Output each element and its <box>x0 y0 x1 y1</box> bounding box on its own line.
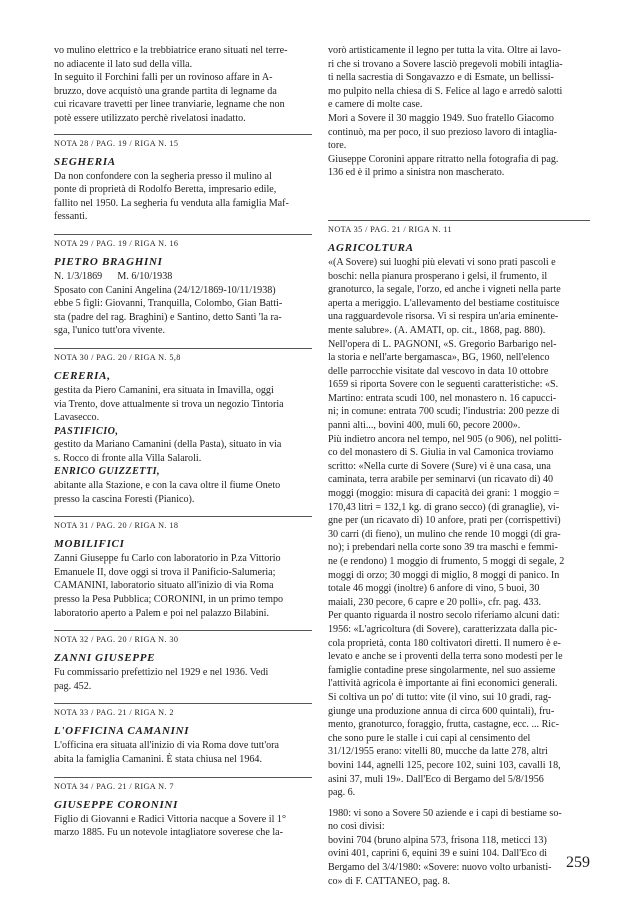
text-line: pag. 6. <box>328 787 356 799</box>
text-line: no adiacente il lato sud della villa. <box>54 58 193 70</box>
text-line: 136 ed è il primo a sinistra non mascherato. <box>328 167 505 179</box>
text-line: la storia e nell'arte bergamasca», BG, 1960, nell'elenco <box>328 352 550 364</box>
note-reference: NOTA 33 / PAG. 21 / RIGA N. 2 <box>54 708 174 718</box>
text-line: bovini 144, agnelli 125, pecore 102, suini 103, cavalli 18, <box>328 759 561 771</box>
note-30 <box>54 348 312 506</box>
text-line: ne (e rendono) 1 moggio di frumento, 5 moggi di segale, 2 <box>328 556 565 567</box>
text-line: Figlio di Giovanni e Radici Vittoria nacque a Sovere il 1° <box>54 813 286 825</box>
text-line: Più indietro ancora nel tempo, nel 905 (o 906), nel politti- <box>328 433 562 445</box>
note-continuation <box>54 44 312 126</box>
text-line: 170,43 litri = 132,1 kg. di grano secco) (di granaglie), vi- <box>328 501 560 513</box>
text-line: Martino: entrata scudi 100, nel monastero n. 16 capucci- <box>328 392 557 404</box>
note-subtitle: ENRICO GUIZZETTI, <box>54 466 161 478</box>
text-line: presso la cascina Foresti (Pianico). <box>54 493 195 505</box>
text-line: Giuseppe Coronini appare ritratto nella fotografia di pag. <box>328 153 559 165</box>
text-line: fessanti. <box>54 211 88 223</box>
note-33 <box>54 703 312 766</box>
text-line: scritto: «Nella curte di Sovere (Sure) vi è una casa, una <box>328 460 551 472</box>
note-reference: NOTA 28 / PAG. 19 / RIGA N. 15 <box>54 138 179 148</box>
page-number: 259 <box>566 854 590 871</box>
note-31 <box>54 516 312 620</box>
text-line: co» di F. CATTANEO, pag. 8. <box>328 875 451 887</box>
divider <box>328 220 590 221</box>
text-line: gestito da Mariano Camanini (della Pasta), situato in via <box>54 439 282 451</box>
text-line: cui ricavare travetti per linee tranviarie, legname che non <box>54 99 285 111</box>
right-column <box>328 44 590 898</box>
divider <box>54 630 312 631</box>
text-line: mento, granoturco, foraggio, frutta, castagne, ecc. ... Ric- <box>328 719 559 731</box>
text-line: boschi: nella pianura prosperano i gelsi, il frumento, il <box>328 270 548 282</box>
note-body <box>328 256 590 888</box>
text-line: aperta a meriggio. L'allevamento del bestiame costituisce <box>328 297 560 309</box>
note-title: GIUSEPPE CORONINI <box>54 798 179 811</box>
text-line: tore. <box>328 140 347 152</box>
note-title: SEGHERIA <box>54 155 116 168</box>
text-line: mo pulpito nella chiesa di S. Felice al lago e arredò salotti <box>328 85 563 97</box>
text-line: Nell'opera di L. PAGNONI, «S. Gregorio Barbarigo nel- <box>328 338 557 350</box>
text-line: sga, l'unico tutt'ora vivente. <box>54 325 165 337</box>
text-line: ponte di proprietà di Rodolfo Beretta, impresario edile, <box>54 184 277 196</box>
text-line: levato e anche se i proventi della terra sono modesti per le <box>328 651 563 663</box>
note-reference: NOTA 31 / PAG. 20 / RIGA N. 18 <box>54 521 179 531</box>
text-line: panni alti..., bovini 400, muli 60, pecore 2000». <box>328 420 521 432</box>
text-line: famiglie contadine prese singolarmente, nel suo assieme <box>328 664 556 676</box>
text-line: no così divisi: <box>328 821 385 833</box>
text-line: via Trento, dove attualmente si trova un negozio Tintoria <box>54 398 284 410</box>
divider <box>54 134 312 135</box>
text-line: delle parrocchie visitate dal vescovo in data 10 ottobre <box>328 365 549 377</box>
text-line: che sono pure le stalle i cui capi al censimento del <box>328 732 531 744</box>
text-line: maiali, 230 pecore, 6 capre e 20 polli», cfr. pag. 433. <box>328 596 542 608</box>
divider <box>54 234 312 235</box>
text-line: N. 1/3/1869 M. 6/10/1938 <box>54 270 173 282</box>
divider <box>54 348 312 349</box>
text-line: presso la Pesa Pubblica; CORONINI, in un primo tempo <box>54 594 284 606</box>
text-line: pag. 452. <box>54 680 92 692</box>
text-line: marzo 1885. Fu un notevole intagliatore soverese che la- <box>54 827 283 839</box>
text-line: gestita da Piero Camanini, era situata in Imavilla, oggi <box>54 384 274 396</box>
note-reference: NOTA 30 / PAG. 20 / RIGA N. 5,8 <box>54 352 181 362</box>
text-line: Si coltiva un po' di tutto: vite (il vino, sui 10 gradi, rag- <box>328 691 552 703</box>
text-line: fallito nel 1950. La segheria fu venduta alla famiglia Maf- <box>54 197 289 209</box>
text-line: bovini 704 (bruno alpina 573, frisona 118, meticci 13) <box>328 834 547 846</box>
text-line: Fu commissario prefettizio nel 1929 e nel 1936. Vedi <box>54 667 269 679</box>
text-line: una ragguardevole risorsa. Vi si respira un'aria eminente- <box>328 311 559 323</box>
text-line: totale 46 moggi (inoltre) 6 anfore di vino, 5 buoi, 30 <box>328 583 540 595</box>
text-line: granoturco, la segale, l'orzo, ed anche i vigneti nella parte <box>328 284 561 296</box>
text-line: abitante alla Stazione, e con la cava oltre il fiume Oneto <box>54 480 281 492</box>
text-line: ri che si trovano a Sovere lasciò pregevoli mobili intaglia- <box>328 58 563 70</box>
text-line: s. Rocco di fronte alla Villa Salaroli. <box>54 452 202 464</box>
text-line: Bergamo del 3/4/1980: «Sovere: nuovo volto urbanisti- <box>328 862 552 874</box>
text-line: e camere di molte case. <box>328 99 423 111</box>
text-line: 1956: «L'agricoltura (di Sovere), caratterizzata dalla pic- <box>328 623 558 635</box>
text-line: sta (padre del rag. Braghini) e Santino, detto Santì 'la ra- <box>54 311 282 323</box>
text-line: «(A Sovere) sui luoghi più elevati vi sono prati pascoli e <box>328 256 556 268</box>
text-line: Sposato con Canini Angelina (24/12/1869-10/11/1938) <box>54 284 276 296</box>
text-line: mente salubre». (A. AMATI, op. cit., 1868, pag. 880). <box>328 324 546 336</box>
note-title: MOBILIFICI <box>54 538 125 551</box>
text-line: bruzzo, dove acquistò una grande partita di legname da <box>54 85 277 97</box>
text-line: potè essere utilizzato perchè rivelatosi inadatto. <box>54 112 246 124</box>
note-title: ZANNI GIUSEPPE <box>54 652 156 665</box>
text-line: ni; in comune: entrata 700 scudi; l'industria: 200 pezze di <box>328 406 560 418</box>
note-28 <box>54 134 312 224</box>
text-line: l'attività agricola è importante ai fini economici generali. <box>328 678 558 690</box>
text-line: 30 carri (di fieno), un mulino che rende 10 moggi (di gra- <box>328 528 561 540</box>
text-line: cola proprietà, conta 180 coltivatori diretti. Il numero è e- <box>328 637 561 649</box>
note-34 <box>54 777 312 840</box>
text-line: vo mulino elettrico e la trebbiatrice erano situati nel terre- <box>54 45 288 56</box>
text-line: Zanni Giuseppe fu Carlo con laboratorio in P.za Vittorio <box>54 553 281 565</box>
text-line: Per quanto riguarda il nostro secolo riferiamo alcuni dati: <box>328 610 560 622</box>
note-reference: NOTA 29 / PAG. 19 / RIGA N. 16 <box>54 238 179 248</box>
text-line: moggi di orzo; 30 moggi di miglio, 8 moggi di panico. In <box>328 569 560 581</box>
divider <box>54 703 312 704</box>
text-line: asini 37, muli 19». Dall'Eco di Bergamo del 5/8/1956 <box>328 773 544 785</box>
note-continuation <box>328 44 590 180</box>
note-subtitle: PASTIFICIO, <box>54 425 119 437</box>
text-line: Morì a Sovere il 30 maggio 1949. Suo fratello Giacomo <box>328 112 554 124</box>
text-line: continuò, ma per poco, il suo prezioso lavoro di intaglia- <box>328 126 558 138</box>
note-title: L'OFFICINA CAMANINI <box>54 725 190 738</box>
text-line: 1659 si riporta Sovere con le seguenti caratteristiche: «S. <box>328 379 559 391</box>
text-line: moggi (moggio: misura di capacità dei grani: 1 moggio = <box>328 488 560 500</box>
note-32 <box>54 630 312 693</box>
text-line: ebbe 5 figli: Giovanni, Tranquilla, Colombo, Gian Batti- <box>54 298 283 310</box>
text-line: CAMANINI, laboratorio situato all'inizio di via Roma <box>54 580 274 592</box>
text-line: gne per (un ricavato di) 10 anfore, prati per (corrispettivi) <box>328 515 561 527</box>
text-line: Da non confondere con la segheria presso il mulino al <box>54 170 272 182</box>
text-line: giunge una produzione annua di circa 600 quintali), fru- <box>328 705 555 717</box>
text-line: no); i prebendari nella corte sono 39 tra maschi e femmi- <box>328 542 558 554</box>
note-reference: NOTA 34 / PAG. 21 / RIGA N. 7 <box>54 781 174 791</box>
divider <box>54 516 312 517</box>
text-line: 31/12/1955 erano: vitelli 80, mucche da latte 278, altri <box>328 746 548 758</box>
text-line: abita la famiglia Camanini. È stata chiusa nel 1964. <box>54 754 262 765</box>
text-line: Emanuele II, dove oggi si trova il Panificio-Salumeria; <box>54 566 276 578</box>
text-line: ovini 401, caprini 6, equini 39 e suini 104. Dall'Eco di <box>328 848 548 860</box>
note-reference: NOTA 32 / PAG. 20 / RIGA N. 30 <box>54 635 179 645</box>
note-title: CERERIA, <box>54 369 111 382</box>
text-line: vorò artisticamente il legno per tutta la vita. Oltre ai lavo- <box>328 45 561 56</box>
divider <box>54 777 312 778</box>
left-column <box>54 44 312 840</box>
text-line: Lavasecco. <box>54 412 100 424</box>
text-line: In seguito il Forchini falli per un rovinoso affare in A- <box>54 72 273 84</box>
text-line: laboratorio aperto a Palem e poi nel palazzo Bilabini. <box>54 607 269 619</box>
text-line: L'officina era situata all'inizio di via Roma dove tutt'ora <box>54 740 280 752</box>
note-title: PIETRO BRAGHINI <box>54 255 163 268</box>
note-29 <box>54 234 312 338</box>
note-35 <box>328 220 590 888</box>
note-title: AGRICOLTURA <box>328 241 414 254</box>
text-line: ti nella sacrestia di Songavazzo e di Esmate, un bellissi- <box>328 72 554 84</box>
text-line: 1980: vi sono a Sovere 50 aziende e i capi di bestiame so- <box>328 807 562 819</box>
text-line: caminata, terra arabile per seminarvi (un ricavato di) 40 <box>328 474 554 486</box>
note-reference: NOTA 35 / PAG. 21 / RIGA N. 11 <box>328 224 453 234</box>
text-line: co del monastero di S. Giulia in val Camonica troviamo <box>328 447 554 459</box>
